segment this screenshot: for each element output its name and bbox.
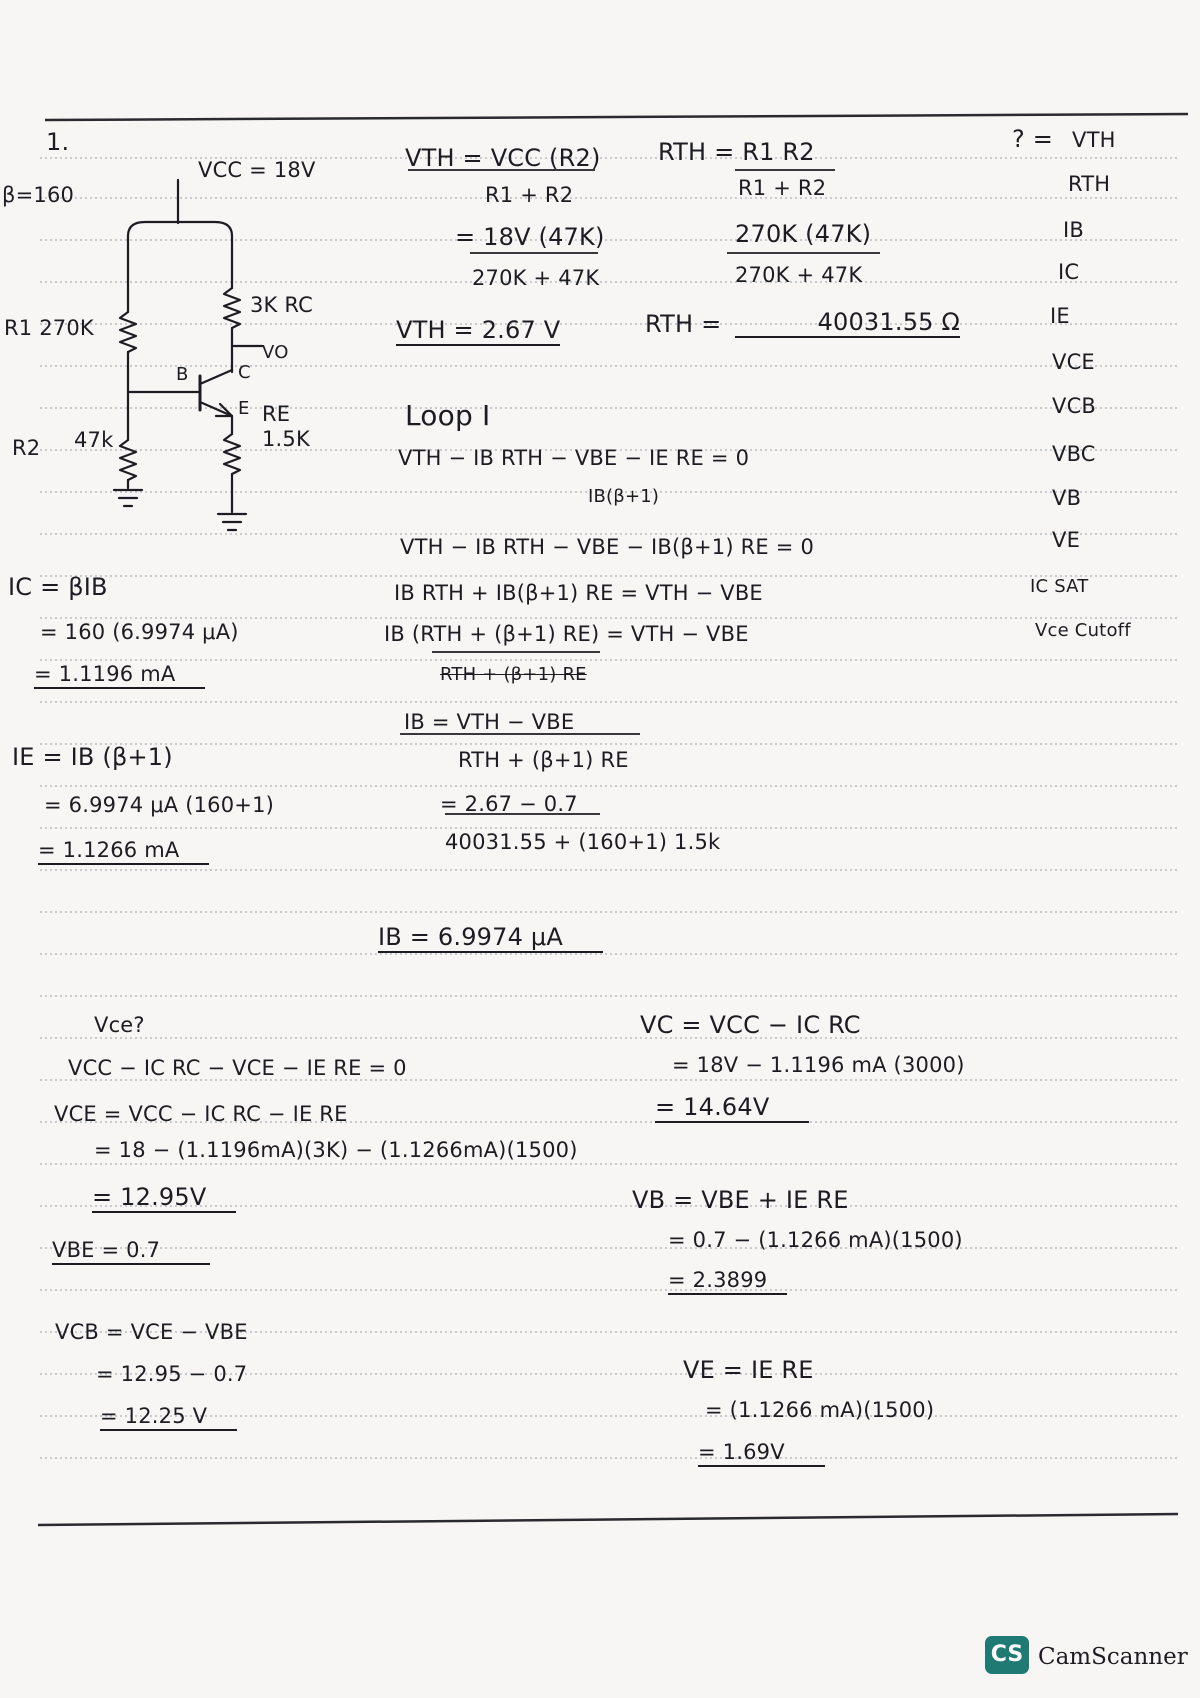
resistor-r1 — [120, 312, 136, 352]
vce-result: = 12.95V — [92, 1185, 236, 1213]
resistor-re — [224, 434, 240, 474]
rth-result-value: 40031.55 Ω — [735, 310, 960, 338]
ib-substitution-num: = 2.67 − 0.7 — [440, 792, 578, 816]
r1-label: R1 270K — [4, 316, 94, 340]
vce-question: Vce? — [94, 1013, 145, 1037]
vcb-formula: VCB = VCE − VBE — [55, 1320, 248, 1344]
ib-formula-den: RTH + (β+1) RE — [458, 748, 629, 772]
unknown-vth: VTH — [1072, 128, 1116, 152]
re-label: RE 1.5K — [262, 402, 310, 452]
rth-denominator: R1 + R2 — [738, 176, 827, 200]
circuit-diagram — [114, 180, 262, 530]
vo-label: VO — [262, 342, 289, 363]
ic-result: = 1.1196 mA — [34, 664, 205, 689]
ib-formula-num: IB = VTH − VBE — [404, 710, 575, 734]
rc-label: 3K RC — [250, 293, 314, 317]
vce-formula: VCE = VCC − IC RC − IE RE — [54, 1102, 348, 1126]
top-margin-line — [45, 114, 1188, 120]
vc-result: = 14.64V — [655, 1095, 809, 1123]
vb-result: = 2.3899 — [668, 1270, 787, 1295]
rth-substitution-den: 270K + 47K — [735, 263, 863, 287]
unknown-vcb: VCB — [1052, 394, 1097, 418]
ve-result: = 1.69V — [698, 1442, 825, 1467]
rth-formula: RTH = R1 R2 — [658, 138, 815, 166]
r2-value: 47k — [74, 428, 114, 452]
vth-substitution-den: 270K + 47K — [472, 266, 600, 290]
unknown-ic: IC — [1058, 260, 1080, 284]
unknown-vbc: VBC — [1052, 442, 1096, 466]
unknown-vce: VCE — [1052, 350, 1095, 374]
loop-eq3: IB RTH + IB(β+1) RE = VTH − VBE — [394, 581, 763, 605]
top-rail — [128, 222, 232, 236]
vth-substitution-num: = 18V (47K) — [455, 223, 605, 251]
unknown-vb: VB — [1052, 486, 1082, 510]
transistor-emitter-leg — [200, 402, 232, 416]
vb-formula: VB = VBE + IE RE — [632, 1186, 849, 1214]
beta-given: β=160 — [2, 183, 75, 207]
loop-eq1: VTH − IB RTH − VBE − IE RE = 0 — [398, 446, 750, 470]
rth-substitution-num: 270K (47K) — [735, 220, 872, 248]
bottom-margin-line — [38, 1514, 1178, 1525]
base-label: B — [176, 364, 189, 385]
unknown-ve: VE — [1052, 528, 1081, 552]
vth-result: VTH = 2.67 V — [396, 316, 561, 344]
unknowns-header: ? = — [1012, 125, 1054, 153]
resistor-rc — [224, 288, 240, 328]
unknown-vce-cutoff: Vce Cutoff — [1035, 620, 1131, 641]
vb-substitution: = 0.7 − (1.1266 mA)(1500) — [668, 1228, 963, 1252]
unknown-ib: IB — [1063, 218, 1085, 242]
rth-result-label: RTH = — [645, 310, 722, 338]
camscanner-logo-text: CamScanner — [1038, 1644, 1188, 1670]
ib-substitution-den: 40031.55 + (160+1) 1.5k — [445, 830, 721, 854]
transistor-collector-leg — [200, 370, 232, 384]
emitter-label: E — [238, 398, 250, 419]
vth-denominator: R1 + R2 — [485, 183, 574, 207]
vcc-label: VCC = 18V — [198, 158, 316, 182]
unknown-ic-sat: IC SAT — [1030, 576, 1089, 597]
loop-eq2: VTH − IB RTH − VBE − IB(β+1) RE = 0 — [400, 535, 815, 559]
loop-eq1-note: IB(β+1) — [588, 486, 660, 507]
ie-result: = 1.1266 mA — [38, 840, 209, 865]
vce-loop: VCC − IC RC − VCE − IE RE = 0 — [68, 1056, 407, 1080]
vcb-substitution: = 12.95 − 0.7 — [96, 1362, 248, 1386]
ib-result: IB = 6.9974 μA — [378, 925, 603, 953]
ie-substitution: = 6.9974 μA (160+1) — [44, 793, 275, 817]
unknown-rth: RTH — [1068, 172, 1111, 196]
vc-formula: VC = VCC − IC RC — [640, 1011, 861, 1039]
problem-number: 1. — [46, 128, 70, 156]
vth-formula: VTH = VCC (R2) — [405, 144, 601, 172]
vc-substitution: = 18V − 1.1196 mA (3000) — [672, 1053, 965, 1077]
vbe-value: VBE = 0.7 — [52, 1240, 210, 1265]
ic-substitution: = 160 (6.9974 μA) — [40, 620, 239, 644]
unknown-ie: IE — [1050, 304, 1070, 328]
resistor-r2 — [120, 440, 136, 480]
ve-substitution: = (1.1266 mA)(1500) — [705, 1398, 935, 1422]
ic-formula: IC = βIB — [8, 573, 108, 601]
ve-formula: VE = IE RE — [683, 1356, 814, 1384]
vce-substitution: = 18 − (1.1196mA)(3K) − (1.1266mA)(1500) — [94, 1138, 578, 1162]
loop-eq4: IB (RTH + (β+1) RE) = VTH − VBE — [384, 622, 749, 646]
camscanner-logo-icon: CS — [985, 1636, 1029, 1674]
collector-label: C — [238, 362, 251, 383]
loop-title: Loop I — [405, 399, 491, 432]
loop-eq4-cancel: RTH + (β+1) RE — [440, 664, 587, 685]
r2-label: R2 — [12, 436, 41, 460]
vcb-result: = 12.25 V — [100, 1406, 237, 1431]
ie-formula: IE = IB (β+1) — [12, 743, 173, 771]
